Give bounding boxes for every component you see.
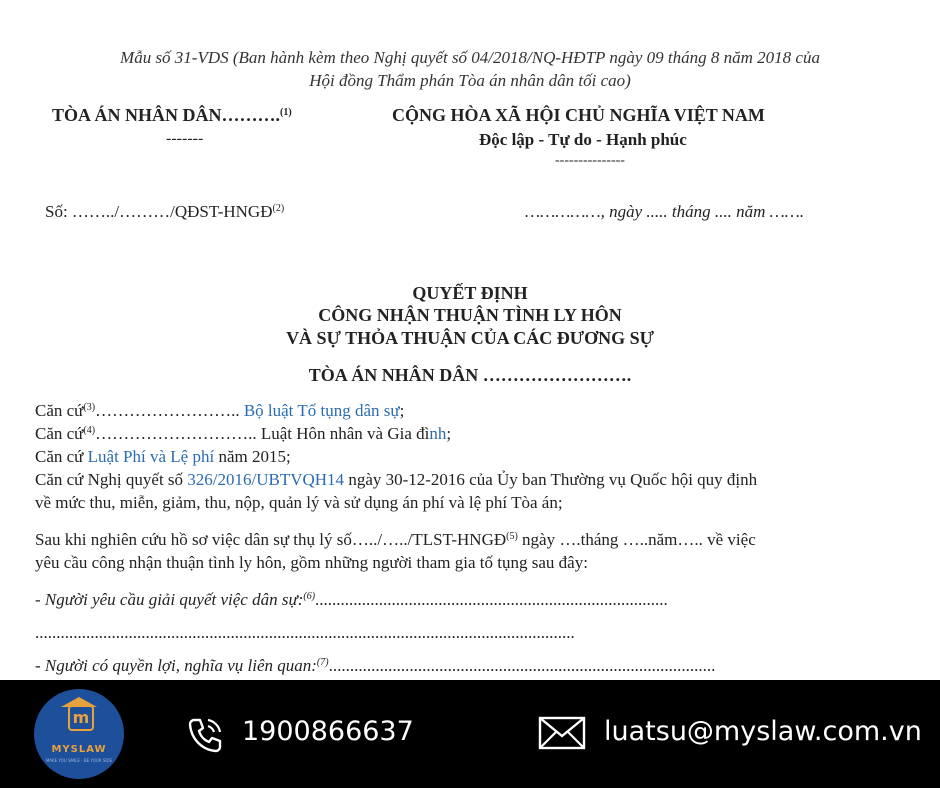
court-name: TÒA ÁN NHÂN DÂN……….$^{(1)}$ xyxy=(52,105,292,125)
logo-tagline: MAKE YOU SMILE - BE YOUR SIDE xyxy=(45,758,113,763)
form-note-line-2: Hội đồng Thẩm phán Tòa án nhân dân tối cao) xyxy=(309,71,631,90)
petitioner-line-cont: ............................................................................................................................... xyxy=(35,623,575,642)
form-note-line-1: Mẫu số 31-VDS (Ban hành kèm theo Nghị quyết số 04/2018/NQ-HĐTP ngày 09 tháng 8 năm 2018 của xyxy=(120,48,820,67)
resolution-link[interactable]: 326/2016/UBTVQH14 xyxy=(187,470,345,489)
legal-basis-4: Căn cứ Nghị quyết số 326/2016/UBTVQH14 ngày 30-12-2016 của Ủy ban Thường vụ Quốc hội quy định xyxy=(35,470,758,489)
case-reference: Sau khi nghiên cứu hồ sơ việc dân sự thụ lý số…../…../TLST-HNGĐ$^{(5)}$ ngày ….tháng …..năm….. về việc xyxy=(35,530,756,549)
issuing-court: TÒA ÁN NHÂN DÂN ……………………. xyxy=(308,365,632,385)
country-name: CỘNG HÒA XÃ HỘI CHỦ NGHĨA VIỆT NAM xyxy=(392,105,765,125)
date-line: ……………, ngày ..... tháng .... năm ……. xyxy=(525,202,805,221)
civil-procedure-code-link[interactable]: Bộ luật Tố tụng dân sự xyxy=(243,401,400,420)
case-reference-cont: yêu cầu công nhận thuận tình ly hôn, gồm những người tham gia tố tụng sau đây: xyxy=(35,553,588,572)
related-party-line: - Người có quyền lợi, nghĩa vụ liên quan:$^{(7)}$........................................................................................... xyxy=(35,656,716,675)
legal-basis-4-cont: về mức thu, miễn, giảm, thu, nộp, quản lý và sử dụng án phí và lệ phí Tòa án; xyxy=(35,493,563,512)
legal-basis-1: Căn cứ$^{(3)}$…………………….. Bộ luật Tố tụng dân sự; xyxy=(35,401,405,420)
logo-brand: MYSLAW xyxy=(51,744,107,755)
marriage-law-link[interactable]: nh xyxy=(429,424,447,443)
email-address[interactable]: luatsu@myslaw.com.vn xyxy=(604,716,922,747)
document-subtitle-1: CÔNG NHẬN THUẬN TÌNH LY HÔN xyxy=(318,305,622,325)
document-title: QUYẾT ĐỊNH xyxy=(412,283,528,303)
phone-number[interactable]: 1900866637 xyxy=(242,716,414,747)
petitioner-line: - Người yêu cầu giải quyết việc dân sự:$^{(6)}$................................................................................... xyxy=(35,590,668,609)
myslaw-logo[interactable] xyxy=(34,689,124,779)
motto: Độc lập - Tự do - Hạnh phúc xyxy=(479,130,687,149)
mail-icon xyxy=(538,716,586,750)
contact-footer xyxy=(0,680,940,788)
decision-number: Số: ……../………/QĐST-HNGĐ$^{(2)}$ xyxy=(45,202,285,221)
court-divider: ------- xyxy=(166,130,204,147)
phone-icon xyxy=(184,714,226,756)
fee-law-link[interactable]: Luật Phí và Lệ phí xyxy=(87,447,215,466)
logo-m-icon: m xyxy=(68,705,94,731)
motto-divider: --------------- xyxy=(555,153,625,168)
document-subtitle-2: VÀ SỰ THỎA THUẬN CỦA CÁC ĐƯƠNG SỰ xyxy=(286,328,654,348)
legal-basis-2: Căn cứ$^{(4)}$……………………….. Luật Hôn nhân và Gia đình; xyxy=(35,424,452,443)
legal-basis-3: Căn cứ Luật Phí và Lệ phí năm 2015; xyxy=(35,447,291,466)
